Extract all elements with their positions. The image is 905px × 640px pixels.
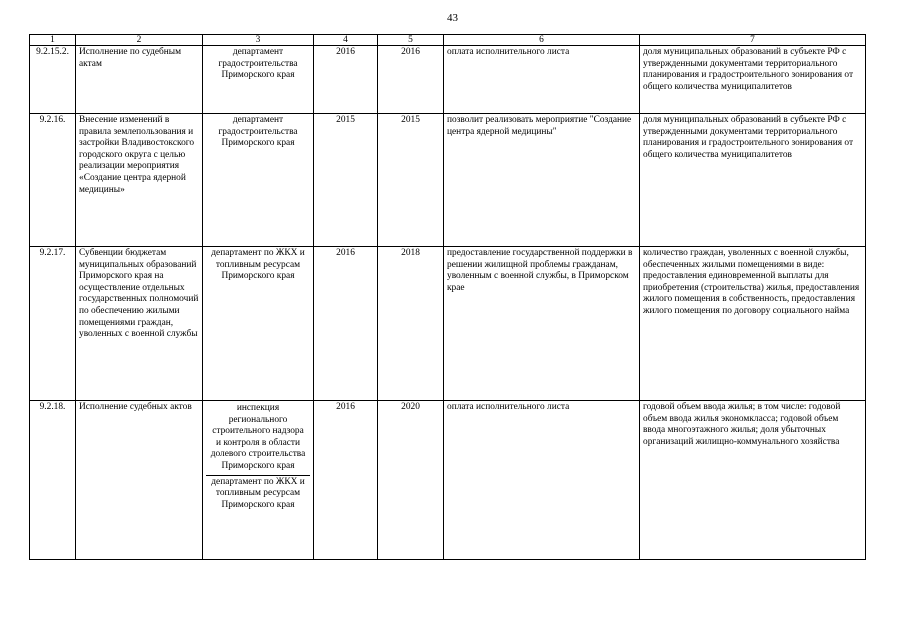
target-indicator: доля муниципальных образований в субъекте РФ с утвержденными документами территориального планирования и градостроительного зонирования от общего количества муниципалитетов	[640, 46, 866, 114]
responsible-executor: департамент по ЖКХ и топливным ресурсам Приморского края	[203, 247, 314, 401]
column-number-row	[30, 35, 866, 46]
responsible-executor: инспекция регионального строительного надзора и контроля в области долевого строительства Приморского края	[210, 403, 306, 471]
column-header: 2	[76, 35, 203, 46]
activity-name: Исполнение судебных актов	[76, 401, 203, 560]
column-header: 7	[640, 35, 866, 46]
end-year: 2015	[378, 114, 444, 247]
activity-name: Внесение изменений в правила землепользования и застройки Владивостокского городского округа с целью реализации мероприятия «Создание центра ядерной медицины»	[76, 114, 203, 247]
table-row	[30, 247, 866, 401]
item-number: 9.2.16.	[30, 114, 76, 247]
column-header: 5	[378, 35, 444, 46]
column-header: 3	[203, 35, 314, 46]
target-indicator: годовой объем ввода жилья; в том числе: годовой объем ввода жилья экономкласса; годовой объем ввода многоэтажного жилья; доля убыточных организаций жилищно-коммунального хозяйства	[640, 401, 866, 560]
responsible-executors-cell	[203, 401, 314, 560]
target-indicator: доля муниципальных образований в субъекте РФ с утвержденными документами территориального планирования и градостроительного зонирования от общего количества муниципалитетов	[640, 114, 866, 247]
page-number: 43	[447, 12, 458, 24]
start-year: 2016	[314, 46, 378, 114]
responsible-executor: департамент градостроительства Приморского края	[203, 114, 314, 247]
item-number: 9.2.18.	[30, 401, 76, 560]
start-year: 2016	[314, 401, 378, 560]
start-year: 2015	[314, 114, 378, 247]
start-year: 2016	[314, 247, 378, 401]
column-header: 4	[314, 35, 378, 46]
column-header: 1	[30, 35, 76, 46]
expected-result: оплата исполнительного листа	[444, 401, 640, 560]
program-activities-table	[29, 34, 866, 560]
column-header: 6	[444, 35, 640, 46]
table-row	[30, 401, 866, 560]
expected-result: оплата исполнительного листа	[444, 46, 640, 114]
table-row	[30, 114, 866, 247]
activity-name: Субвенции бюджетам муниципальных образований Приморского края на осуществление отдельных государственных полномочий по обеспечению жилыми помещениями граждан, уволенных с военной службы	[76, 247, 203, 401]
item-number: 9.2.15.2.	[30, 46, 76, 114]
end-year: 2018	[378, 247, 444, 401]
end-year: 2020	[378, 401, 444, 560]
item-number: 9.2.17.	[30, 247, 76, 401]
expected-result: позволит реализовать мероприятие "Создание центра ядерной медицины"	[444, 114, 640, 247]
expected-result: предоставление государственной поддержки в решении жилищной проблемы гражданам, уволенным с военной службы, в Приморском крае	[444, 247, 640, 401]
responsible-executor: департамент по ЖКХ и топливным ресурсам Приморского края	[206, 475, 310, 514]
activity-name: Исполнение по судебным актам	[76, 46, 203, 114]
end-year: 2016	[378, 46, 444, 114]
target-indicator: количество граждан, уволенных с военной службы, обеспеченных жилыми помещениями в виде: предоставления единовременной выплаты для приобретения (строительства) жилья, предоставления жилого помещения в собственность, предоставления жилого помещения по договору социального найма	[640, 247, 866, 401]
table-row	[30, 46, 866, 114]
responsible-executor: департамент градостроительства Приморского края	[203, 46, 314, 114]
